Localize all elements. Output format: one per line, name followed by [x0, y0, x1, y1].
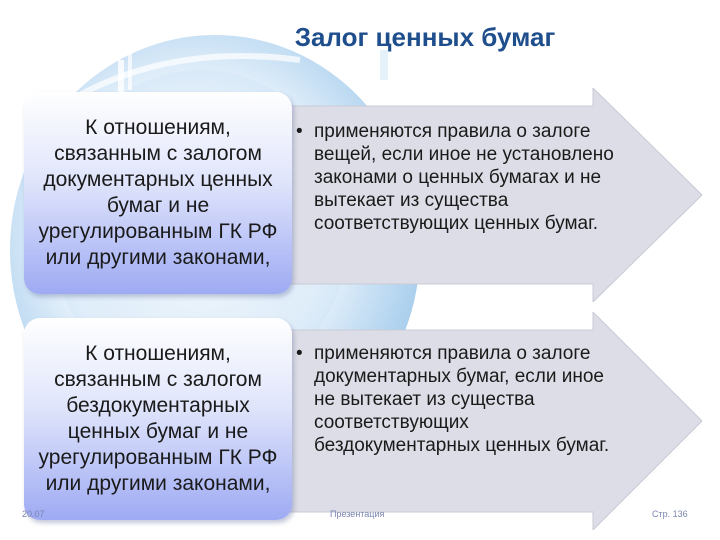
- bullet-icon: •: [296, 343, 303, 364]
- rule-text-1: применяются правила о залоге вещей, если иное не установлено законами о ценных бумагах и не вытекает из существа соответствующих ценных бумаг.: [314, 121, 614, 234]
- rule-item-1: [296, 120, 626, 235]
- footer-date: 20.07: [22, 509, 45, 519]
- condition-text-1: К отношениям, связанным с залогом документарных ценных бумаг и не урегулированным ГК РФ или другими законами,: [38, 116, 278, 269]
- bullet-icon: •: [296, 121, 303, 142]
- condition-text-2: К отношениям, связанным с залогом бездокументарных ценных бумаг и не урегулированным ГК РФ или другими законами,: [38, 342, 278, 495]
- condition-box-1: [24, 92, 292, 294]
- rule-text-2: применяются правила о залоге документарных бумаг, если иное не вытекает из существа соответствующих бездокументарных ценных бумаг.: [314, 343, 610, 456]
- condition-box-2: [24, 318, 292, 520]
- footer-page-number: Стр. 136: [652, 509, 688, 519]
- rule-list-2: [296, 342, 626, 457]
- slide-title: Залог ценных бумаг: [294, 22, 556, 52]
- rule-list-1: [296, 120, 626, 235]
- footer-center: Презентация: [330, 509, 385, 519]
- rule-item-2: [296, 342, 626, 457]
